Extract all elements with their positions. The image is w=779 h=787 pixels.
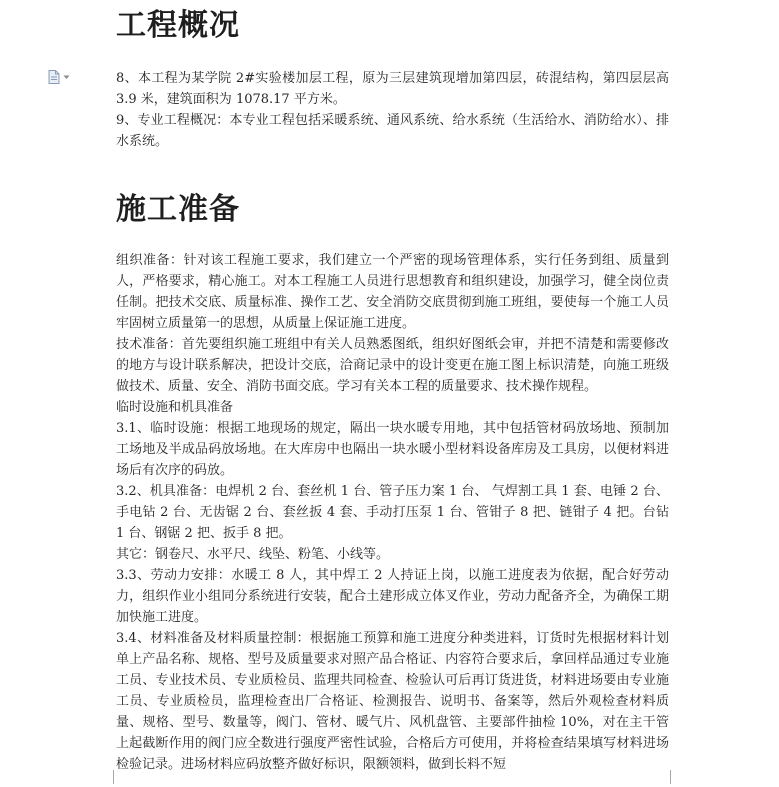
paragraph: 其它：钢卷尺、水平尺、线坠、粉笔、小线等。	[116, 547, 390, 562]
paragraph: 3.4、材料准备及材料质量控制：根据施工预算和施工进度分种类进料，订货时先根据材料计划单上产品名称、规格、型号及质量要求对照产品合格证、内容符合要求后，拿回样品通过专业施工员、专业技术员、专业质检员、监理共同检查、检验认可后再订货进货，材料进场要由专业施工员、专业质检员，监理检查出厂合格证、检测报告、说明书、备案等，然后外观检查材料质量、规格、型号、数量等，阀门、管材、暖气片、风机盘管、主要部件抽检 10%，对在主干管上起截断作用的阀门应全数进行强度严密性试验，合格后方可使用，并将检查结果填写材料进场检验记录。进场材料应码放整齐做好标识，限额领料，做到长料不短	[116, 631, 669, 772]
paragraph: 3.3、劳动力安排：水暖工 8 人，其中焊工 2 人持证上岗，以施工进度表为依据，配合好劳动力，组织作业小组同分系统进行安装，配合土建形成立体叉作业，劳动力配备齐全，为确保工期加快施工进度。	[116, 568, 669, 625]
section-title-project-overview: 工程概况	[116, 8, 240, 43]
paragraph: 临时设施和机具准备	[116, 400, 234, 415]
paragraph: 技术准备：首先要组织施工班组中有关人员熟悉图纸，组织好图纸会审，并把不清楚和需要修改的地方与设计联系解决，把设计交底，洽商记录中的设计变更在施工图上标识清楚，向施工班级做技术、质量、安全、消防书面交底。学习有关本工程的质量要求、技术操作规程。	[116, 337, 669, 394]
document-icon	[48, 70, 60, 84]
page-margin-corner-left	[99, 770, 114, 784]
paragraph: 3.2、机具准备：电焊机 2 台、套丝机 1 台、管子压力案 1 台、 气焊割工具 1 套、电锤 2 台、手电钻 2 台、无齿锯 2 台、套丝扳 4 套、手动打压泵 1 台、管钳子 8 把、链钳子 4 把。台钻 1 台、钢锯 2 把、扳手 8 把。	[116, 484, 669, 541]
chevron-down-icon	[63, 75, 70, 80]
section-body-construction-preparation	[116, 250, 669, 775]
paragraph: 组织准备：针对该工程施工要求，我们建立一个严密的现场管理体系，实行任务到组、质量到人，严格要求，精心施工。对本工程施工人员进行思想教育和组织建设，加强学习，健全岗位责任制。把技术交底、质量标准、操作工艺、安全消防交底贯彻到施工班组，要使每一个施工人员牢固树立质量第一的思想，从质量上保证施工进度。	[116, 253, 669, 331]
paragraph: 8、本工程为某学院 2#实验楼加层工程，原为三层建筑现增加第四层，砖混结构，第四层层高 3.9 米，建筑面积为 1078.17 平方米。	[116, 71, 669, 107]
page-margin-corner-right	[670, 770, 685, 784]
paragraph: 9、专业工程概况：本专业工程包括采暖系统、通风系统、给水系统（生活给水、消防给水）、排水系统。	[116, 113, 669, 149]
section-body-project-overview	[116, 68, 669, 152]
paragraph-options-button[interactable]	[48, 70, 74, 84]
section-title-construction-preparation: 施工准备	[116, 192, 240, 227]
paragraph: 3.1、临时设施：根据工地现场的规定，隔出一块水暖专用地，其中包括管材码放场地、预制加工场地及半成品码放场地。在大库房中也隔出一块水暖小型材料设备库房及工具房，以便材料进场后有次序的码放。	[116, 421, 669, 478]
